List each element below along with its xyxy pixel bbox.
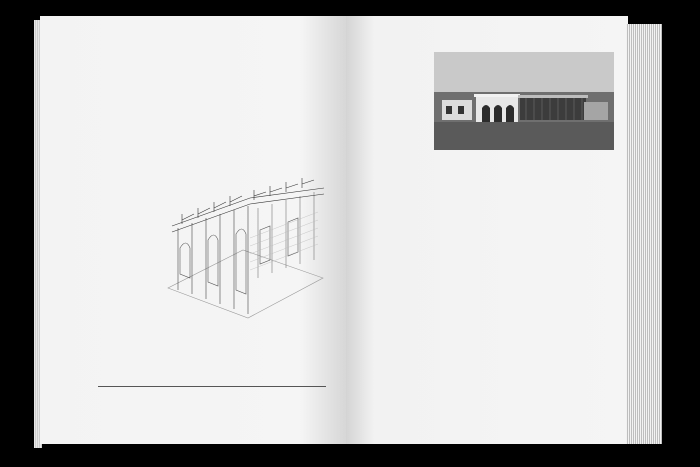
- right-page-edges: [626, 24, 662, 444]
- right-page: [346, 16, 628, 444]
- figure-10-model-photo: [434, 52, 614, 150]
- figure-9-axonometric-drawing: [158, 168, 330, 328]
- left-page: [40, 16, 346, 444]
- left-footer-rule: [98, 386, 326, 387]
